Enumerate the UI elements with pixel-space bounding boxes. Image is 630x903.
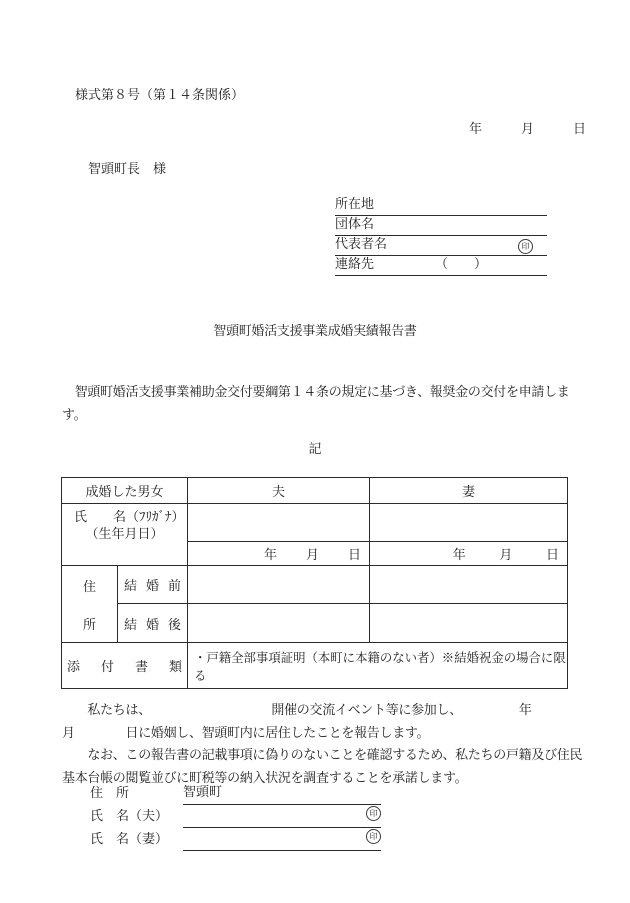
ki-heading: 記 (308, 442, 322, 457)
date-unit-month: 月 (499, 548, 513, 563)
signature-value: 智頭町 (183, 785, 223, 800)
date-unit-year: 年 (264, 548, 278, 563)
applicant-block (335, 196, 547, 276)
paragraph-line: 月 日に婚姻し、智頭町内に居住したことを報告します。 (62, 725, 430, 741)
signature-row-wife (90, 828, 381, 851)
report-paragraph (62, 700, 582, 790)
paragraph-line: 基本台帳の閲覧並びに町税等の納入状況を調査することを承諾します。 (62, 770, 468, 786)
signature-wife-name-field[interactable] (183, 828, 381, 851)
cell-wife-name[interactable] (370, 504, 568, 542)
address-label-bottom: 所 (82, 617, 96, 633)
signature-husband-name-field[interactable] (183, 805, 381, 828)
application-paragraph (62, 381, 569, 427)
paragraph-line: 私たちは、 開催の交流イベント等に参加し、 年 (62, 703, 532, 718)
label-char: 添 (67, 660, 81, 675)
attachments-value (188, 643, 568, 689)
signature-row-husband (90, 805, 381, 828)
name-label-line1: 氏 名（ﾌﾘｶﾞﾅ） (74, 510, 185, 525)
form-number: 様式第８号（第１４条関係） (75, 88, 245, 103)
table-header-husband: 夫 (188, 478, 370, 504)
label-char: 結 (124, 617, 138, 633)
signature-label: 住 所 (90, 786, 130, 801)
date-unit-day: 日 (545, 548, 559, 563)
cell-wife-birthdate[interactable] (370, 542, 568, 566)
document-title: 智頭町婚活支援事業成婚実績報告書 (213, 324, 417, 339)
cell-husband-address-after[interactable] (188, 604, 370, 643)
attachments-text: ・戸籍全部事項証明（本町に本籍のない者）※結婚祝金の場合に限る (194, 649, 566, 683)
table-label-after-marriage (118, 604, 188, 643)
date-unit-month: 月 (306, 548, 320, 563)
seal-icon: 印 (366, 803, 381, 825)
table-label-before-marriage (118, 566, 188, 604)
date-fill-in[interactable]: 年 月 日 (468, 122, 586, 137)
cell-wife-address-before[interactable] (370, 566, 568, 604)
cell-husband-address-before[interactable] (188, 566, 370, 604)
label-char: 婚 (145, 617, 159, 633)
signature-label: 氏 名（夫） (90, 809, 169, 824)
cell-husband-birthdate[interactable] (188, 542, 370, 566)
name-label-line2: （生年月日） (85, 527, 164, 542)
addressee: 智頭町長 様 (88, 162, 167, 177)
date-unit-day: 日 (347, 548, 361, 563)
applicant-field-organization[interactable] (335, 216, 547, 236)
signature-label: 氏 名（妻） (90, 832, 169, 847)
applicant-field-label: 連絡先 (335, 257, 375, 272)
table-label-name (62, 504, 188, 566)
applicant-field-label: 所在地 (335, 197, 375, 212)
label-char: 結 (124, 579, 138, 594)
table-label-attachments (62, 643, 188, 689)
address-label-top: 住 (82, 579, 96, 595)
table-label-address (62, 566, 118, 643)
date-unit-year: 年 (452, 548, 466, 563)
seal-icon: 印 (518, 238, 533, 256)
paragraph-line: す。 (62, 408, 87, 423)
label-char: 書 (134, 660, 148, 675)
label-char: 前 (167, 579, 181, 594)
label-char: 類 (168, 660, 182, 675)
seal-icon: 印 (366, 826, 381, 848)
paragraph-line: 智頭町婚活支援事業補助金交付要綱第１４条の規定に基づき、報奨金の交付を申請しま (62, 385, 570, 400)
report-table (61, 477, 568, 689)
cell-husband-name[interactable] (188, 504, 370, 542)
cell-wife-address-after[interactable] (370, 604, 568, 643)
applicant-field-representative[interactable] (335, 236, 547, 256)
applicant-field-label: 団体名 (335, 217, 375, 232)
label-char: 付 (100, 660, 114, 675)
table-header-wife: 妻 (370, 478, 568, 504)
applicant-field-location[interactable] (335, 196, 547, 216)
applicant-field-contact[interactable] (335, 256, 547, 276)
paragraph-line: なお、この報告書の記載事項に偽りのないことを確認するため、私たちの戸籍及び住民 (62, 748, 583, 763)
applicant-field-label: 代表者名 (335, 237, 388, 252)
label-char: 婚 (145, 579, 159, 594)
signature-block (90, 782, 381, 851)
table-header-couple: 成婚した男女 (62, 478, 188, 504)
label-char: 後 (167, 617, 181, 633)
signature-address-field[interactable] (183, 782, 381, 805)
signature-row-address (90, 782, 381, 805)
contact-parentheses: （ ） (435, 257, 488, 272)
